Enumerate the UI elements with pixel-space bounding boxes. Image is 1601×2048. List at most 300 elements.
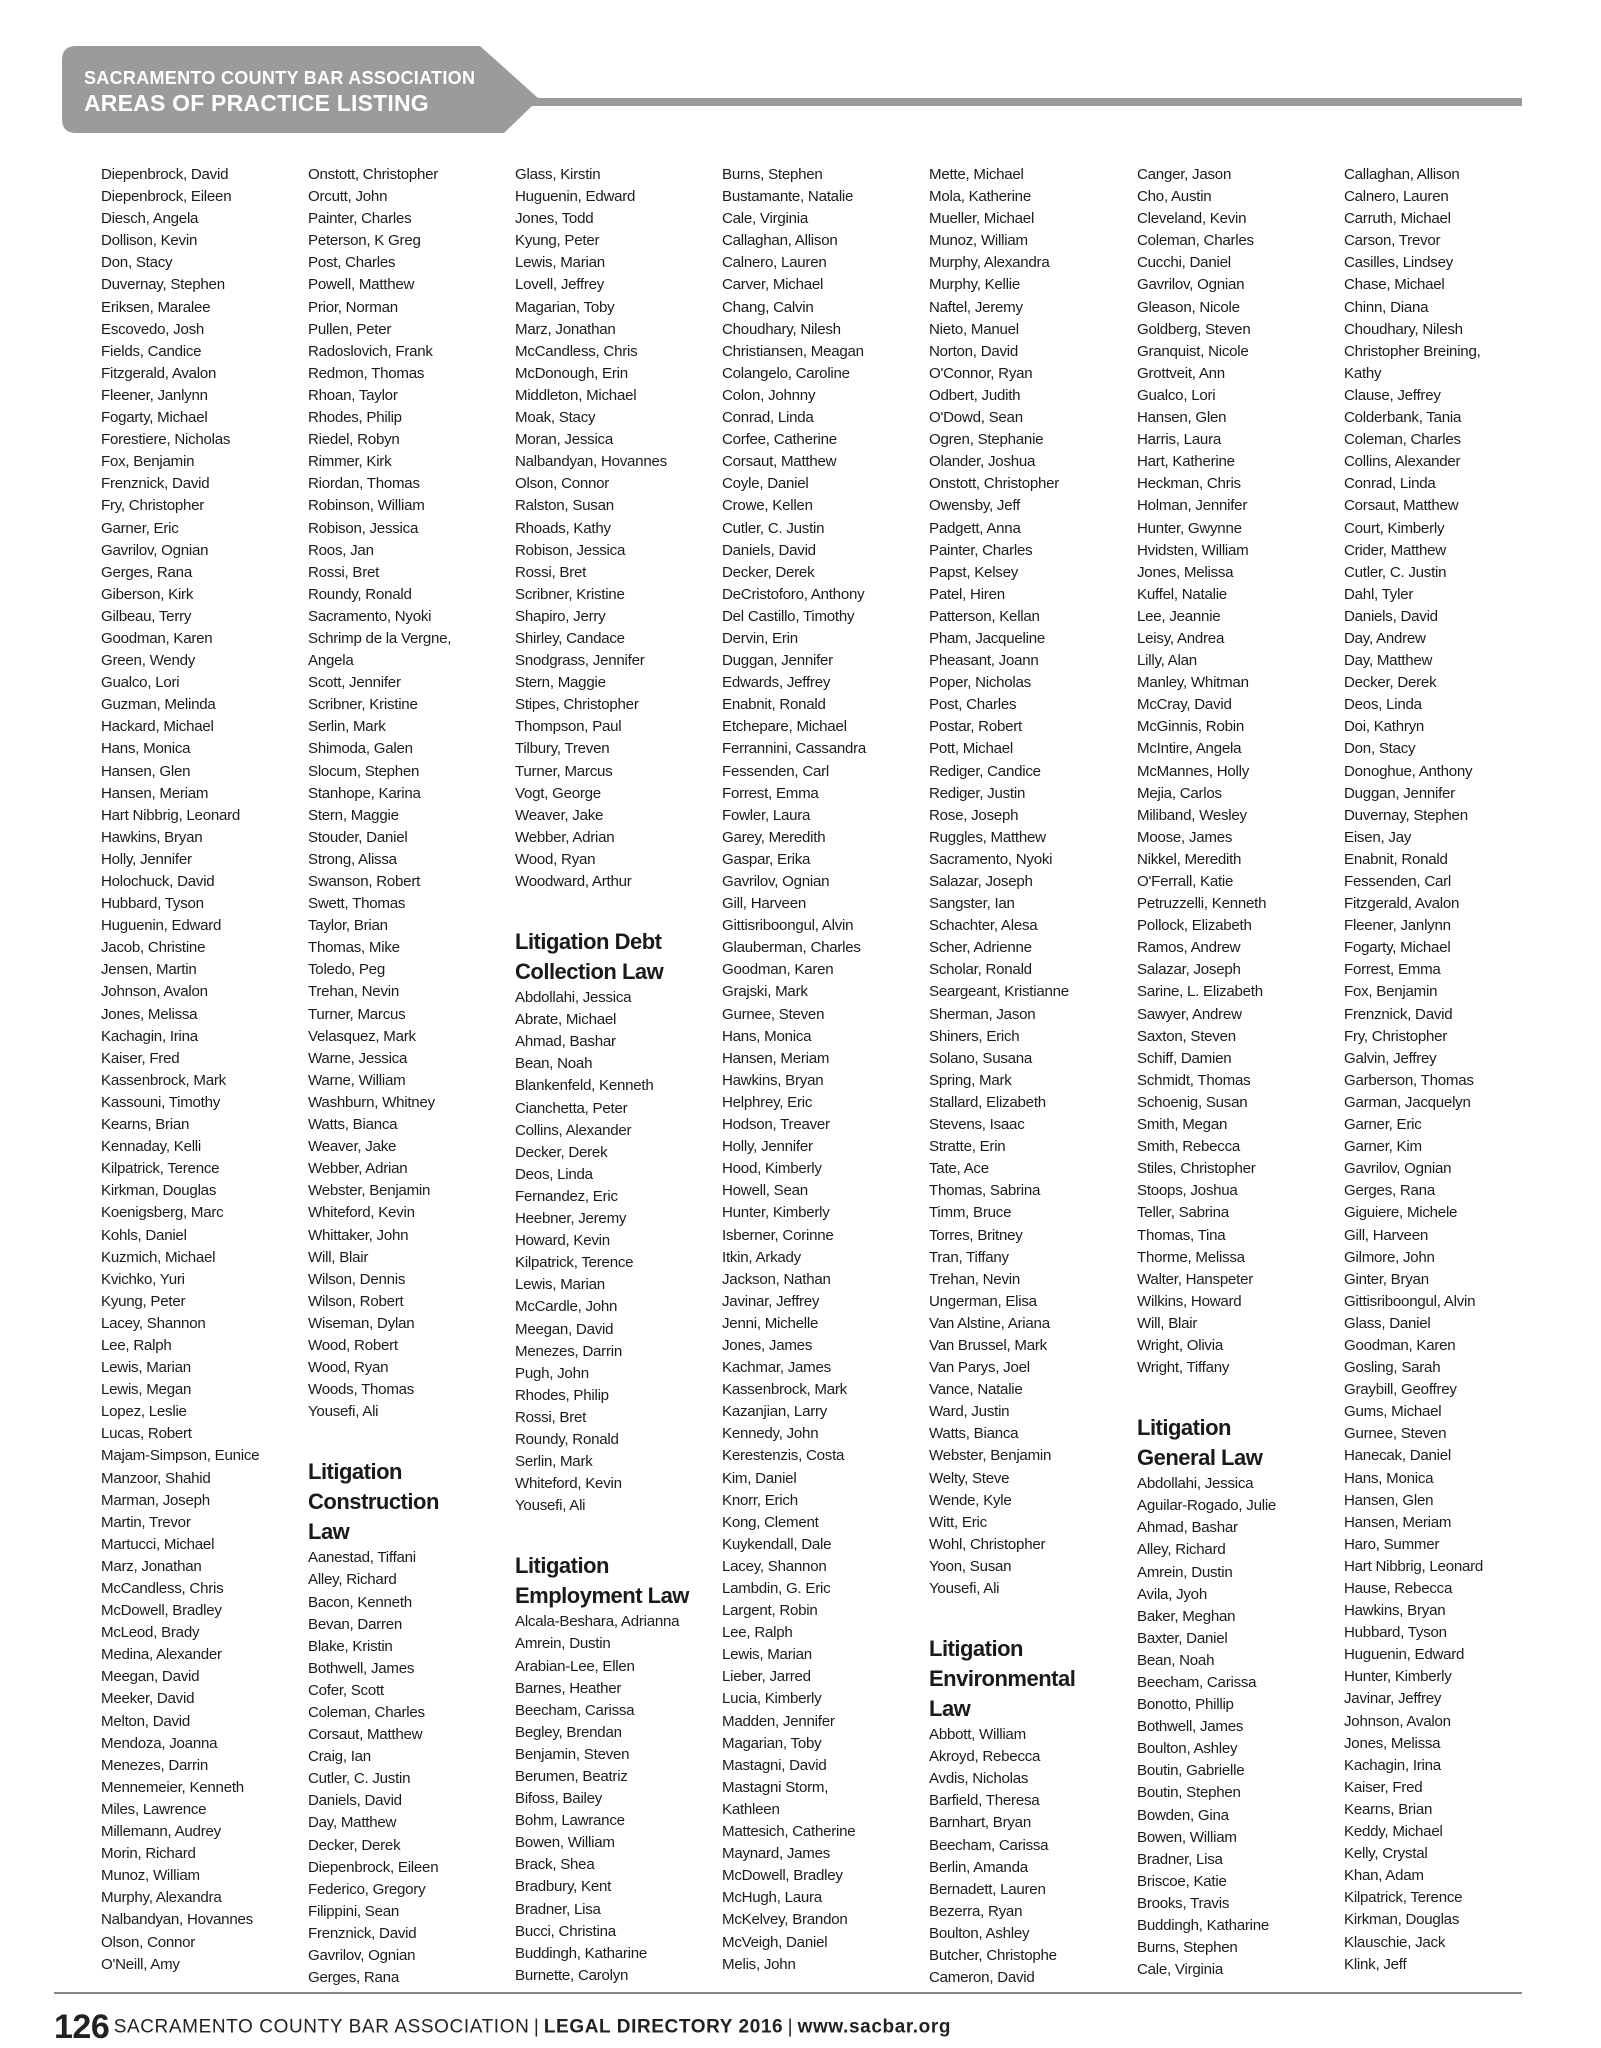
attorney-name: Carver, Michael xyxy=(722,276,824,294)
attorney-name: Scott, Jennifer xyxy=(308,674,401,692)
attorney-name: Ahmad, Bashar xyxy=(1137,1519,1238,1537)
attorney-name: Amrein, Dustin xyxy=(515,1635,611,1653)
attorney-name: Olander, Joshua xyxy=(929,453,1036,471)
attorney-name: Ahmad, Bashar xyxy=(515,1033,616,1051)
practice-area-heading xyxy=(308,1457,508,1547)
attorney-name: Slocum, Stephen xyxy=(308,762,420,780)
attorney-name: Goldberg, Steven xyxy=(1137,320,1251,338)
attorney-name: Tilbury, Treven xyxy=(515,740,610,758)
attorney-name: Melis, John xyxy=(722,1955,796,1973)
attorney-name: Yousefi, Ali xyxy=(308,1403,379,1421)
attorney-name: Fowler, Laura xyxy=(722,806,811,824)
attorney-name: Lewis, Marian xyxy=(515,1276,605,1294)
attorney-name: Itkin, Arkady xyxy=(722,1248,801,1266)
attorney-name: Gavrilov, Ognian xyxy=(1137,276,1245,294)
footer-divider xyxy=(54,1992,1522,1994)
listing-column-3 xyxy=(515,164,715,1987)
attorney-name: Jones, Melissa xyxy=(1344,1734,1441,1752)
attorney-name: Middleton, Michael xyxy=(515,386,637,404)
attorney-name: Giguiere, Michele xyxy=(1344,1204,1458,1222)
attorney-name: Taylor, Brian xyxy=(308,917,388,935)
attorney-name: Marz, Jonathan xyxy=(101,1557,202,1575)
attorney-name: Velasquez, Mark xyxy=(308,1027,416,1045)
attorney-name: Robinson, William xyxy=(308,497,425,515)
attorney-name: Moose, James xyxy=(1137,828,1233,846)
attorney-name: Pham, Jacqueline xyxy=(929,629,1045,647)
attorney-name: Fernandez, Eric xyxy=(515,1187,618,1205)
heading-line: Construction xyxy=(308,1489,439,1515)
attorney-name: O'Neill, Amy xyxy=(101,1955,180,1973)
attorney-name: Tran, Tiffany xyxy=(929,1248,1009,1266)
attorney-name: Enabnit, Ronald xyxy=(1344,850,1448,868)
attorney-name: Fogarty, Michael xyxy=(1344,939,1451,957)
attorney-name: Rossi, Bret xyxy=(308,563,380,581)
attorney-name: Lewis, Marian xyxy=(722,1646,812,1664)
attorney-name: Fessenden, Carl xyxy=(1344,873,1451,890)
attorney-name: O'Dowd, Sean xyxy=(929,409,1023,427)
attorney-name: Kathleen xyxy=(722,1800,780,1818)
attorney-name: Boulton, Ashley xyxy=(1137,1740,1238,1758)
attorney-name: Angela xyxy=(308,652,354,670)
attorney-name: Johnson, Avalon xyxy=(101,983,208,1001)
attorney-name: Hart Nibbrig, Leonard xyxy=(1344,1557,1484,1575)
attorney-name: Lieber, Jarred xyxy=(722,1668,811,1686)
attorney-name: Fox, Benjamin xyxy=(1344,983,1438,1001)
attorney-name: Bevan, Darren xyxy=(308,1615,403,1633)
attorney-name: Schachter, Alesa xyxy=(929,917,1038,935)
heading-line: General Law xyxy=(1137,1445,1263,1471)
attorney-name: Holly, Jennifer xyxy=(722,1138,813,1156)
attorney-name: Martucci, Michael xyxy=(101,1535,215,1553)
attorney-name: Jones, Todd xyxy=(515,210,594,228)
attorney-name: McLeod, Brady xyxy=(101,1624,200,1642)
heading-line: Litigation xyxy=(515,1553,609,1579)
attorney-name: Baxter, Daniel xyxy=(1137,1629,1228,1647)
attorney-name: Gerges, Rana xyxy=(1344,1182,1435,1200)
attorney-name: Corsaut, Matthew xyxy=(1344,497,1459,515)
attorney-name: Day, Andrew xyxy=(1344,629,1426,647)
attorney-name: Manley, Whitman xyxy=(1137,674,1249,692)
attorney-name: Rhoads, Kathy xyxy=(515,519,611,537)
attorney-name: Kohls, Daniel xyxy=(101,1226,187,1244)
attorney-name: Hawkins, Bryan xyxy=(101,828,203,846)
attorney-name: Maynard, James xyxy=(722,1845,831,1863)
attorney-name: Lucia, Kimberly xyxy=(722,1690,822,1708)
attorney-name: Kuzmich, Michael xyxy=(101,1248,216,1266)
attorney-name: Meeker, David xyxy=(101,1690,195,1708)
attorney-name: McDonough, Erin xyxy=(515,364,628,382)
attorney-name: Cutler, C. Justin xyxy=(722,519,825,537)
attorney-name: Washburn, Whitney xyxy=(308,1093,435,1111)
attorney-name: Murphy, Kellie xyxy=(929,276,1021,294)
attorney-name: Sawyer, Andrew xyxy=(1137,1005,1242,1023)
listing-column-4 xyxy=(722,164,922,1976)
attorney-name: Burns, Stephen xyxy=(722,166,823,183)
attorney-name: Patel, Hiren xyxy=(929,585,1005,603)
attorney-name: McGinnis, Robin xyxy=(1137,718,1244,736)
attorney-name: Carson, Trevor xyxy=(1344,232,1441,250)
attorney-name: Blankenfeld, Kenneth xyxy=(515,1077,654,1095)
attorney-name: Vance, Natalie xyxy=(929,1381,1023,1399)
attorney-name: Frenznick, David xyxy=(101,475,210,493)
attorney-name: Trehan, Nevin xyxy=(929,1270,1020,1288)
attorney-name: Woodward, Arthur xyxy=(515,873,632,890)
attorney-name: Avdis, Nicholas xyxy=(929,1770,1029,1788)
attorney-name: Roos, Jan xyxy=(308,541,374,559)
attorney-name: Hansen, Meriam xyxy=(1344,1513,1452,1531)
attorney-name: Helphrey, Eric xyxy=(722,1093,813,1111)
attorney-name: Lee, Ralph xyxy=(722,1624,793,1642)
attorney-name: Goodman, Karen xyxy=(101,629,213,647)
attorney-name: Fry, Christopher xyxy=(1344,1027,1448,1045)
attorney-name: Strong, Alissa xyxy=(308,850,397,868)
attorney-name: Choudhary, Nilesh xyxy=(722,320,841,338)
attorney-name: Kerestenzis, Costa xyxy=(722,1447,845,1465)
attorney-name: Burnette, Carolyn xyxy=(515,1966,629,1984)
attorney-name: Akroyd, Rebecca xyxy=(929,1748,1041,1766)
attorney-name: Morin, Richard xyxy=(101,1845,196,1863)
attorney-name: Padgett, Anna xyxy=(929,519,1021,537)
attorney-name: Stevens, Isaac xyxy=(929,1116,1025,1134)
attorney-name: Alley, Richard xyxy=(1137,1541,1226,1559)
footer-separator: | xyxy=(787,2016,794,2038)
attorney-name: Jenni, Michelle xyxy=(722,1314,819,1332)
attorney-name: Kaiser, Fred xyxy=(101,1049,180,1067)
attorney-name: Huguenin, Edward xyxy=(1344,1646,1465,1664)
attorney-name: Fleener, Janlynn xyxy=(101,386,208,404)
attorney-name: Mola, Katherine xyxy=(929,188,1031,206)
attorney-name: Calnero, Lauren xyxy=(1344,188,1449,206)
attorney-name: Riordan, Thomas xyxy=(308,475,420,493)
attorney-name: Webber, Adrian xyxy=(515,828,615,846)
attorney-name: Stiles, Christopher xyxy=(1137,1160,1256,1178)
attorney-name: Decker, Derek xyxy=(1344,674,1437,692)
attorney-name: Stoops, Joshua xyxy=(1137,1182,1238,1200)
attorney-name: Hunter, Kimberly xyxy=(1344,1668,1452,1686)
attorney-name: Odbert, Judith xyxy=(929,386,1021,404)
attorney-name: Thomas, Tina xyxy=(1137,1226,1226,1244)
attorney-name: Onstott, Christopher xyxy=(308,166,439,183)
attorney-name: Robison, Jessica xyxy=(308,519,419,537)
attorney-name: Klauschie, Jack xyxy=(1344,1933,1446,1951)
attorney-name: Wright, Olivia xyxy=(1137,1336,1223,1354)
attorney-name: Rossi, Bret xyxy=(515,563,587,581)
attorney-name: Kathy xyxy=(1344,364,1382,382)
attorney-name: Butcher, Christophe xyxy=(929,1947,1057,1965)
attorney-name: Gums, Michael xyxy=(1344,1403,1442,1421)
attorney-name: Largent, Robin xyxy=(722,1602,818,1620)
attorney-name: Saxton, Steven xyxy=(1137,1027,1236,1045)
attorney-name: McCray, David xyxy=(1137,696,1232,714)
attorney-name: Chang, Calvin xyxy=(722,298,814,316)
attorney-name: Norton, David xyxy=(929,342,1019,360)
attorney-name: Moran, Jessica xyxy=(515,431,613,449)
attorney-name: Cleveland, Kevin xyxy=(1137,210,1247,228)
attorney-name: Cale, Virginia xyxy=(722,210,808,228)
attorney-name: Trehan, Nevin xyxy=(308,983,399,1001)
attorney-name: Gavrilov, Ognian xyxy=(722,873,830,890)
attorney-name: McDowell, Bradley xyxy=(722,1867,843,1885)
attorney-name: Wood, Ryan xyxy=(308,1359,389,1377)
listing-column-7 xyxy=(1344,164,1544,1976)
practice-area-heading xyxy=(1137,1413,1337,1473)
attorney-name: Diepenbrock, David xyxy=(101,166,229,183)
attorney-name: Hans, Monica xyxy=(101,740,191,758)
attorney-name: Beecham, Carissa xyxy=(515,1701,635,1719)
page-number: 126 xyxy=(54,2008,110,2046)
attorney-name: Gavrilov, Ognian xyxy=(101,541,209,559)
attorney-name: Daniels, David xyxy=(722,541,816,559)
attorney-name: Sherman, Jason xyxy=(929,1005,1036,1023)
attorney-name: Marman, Joseph xyxy=(101,1491,210,1509)
attorney-name: Cameron, David xyxy=(929,1969,1035,1987)
attorney-name: Federico, Gregory xyxy=(308,1880,426,1898)
attorney-name: Bustamante, Natalie xyxy=(722,188,854,206)
attorney-name: Howell, Sean xyxy=(722,1182,808,1200)
attorney-name: Abbott, William xyxy=(929,1726,1026,1744)
attorney-name: Kilpatrick, Terence xyxy=(1344,1889,1463,1907)
attorney-name: Hvidsten, William xyxy=(1137,541,1249,559)
attorney-name: Berumen, Beatriz xyxy=(515,1768,628,1785)
attorney-name: Sangster, Ian xyxy=(929,895,1015,913)
attorney-name: Magarian, Toby xyxy=(515,298,615,316)
attorney-name: Magarian, Toby xyxy=(722,1734,822,1752)
attorney-name: Daniels, David xyxy=(308,1792,402,1810)
attorney-name: Wilson, Dennis xyxy=(308,1270,406,1288)
attorney-name: Dervin, Erin xyxy=(722,629,798,647)
attorney-name: Fitzgerald, Avalon xyxy=(1344,895,1460,913)
attorney-name: Rimmer, Kirk xyxy=(308,453,392,471)
attorney-name: Hubbard, Tyson xyxy=(101,895,204,913)
attorney-name: Schoenig, Susan xyxy=(1137,1093,1248,1111)
attorney-name: Aguilar-Rogado, Julie xyxy=(1137,1497,1277,1515)
attorney-name: Doi, Kathryn xyxy=(1344,718,1425,736)
attorney-name: Cho, Austin xyxy=(1137,188,1212,206)
attorney-name: Rossi, Bret xyxy=(515,1408,587,1426)
attorney-name: Schmidt, Thomas xyxy=(1137,1071,1251,1089)
attorney-name: Holochuck, David xyxy=(101,873,215,890)
attorney-name: Knorr, Erich xyxy=(722,1491,798,1509)
attorney-name: Olson, Connor xyxy=(515,475,610,493)
attorney-name: Kennaday, Kelli xyxy=(101,1138,202,1156)
attorney-name: Buddingh, Katharine xyxy=(515,1944,648,1962)
attorney-name: Kelly, Crystal xyxy=(1344,1845,1428,1863)
attorney-name: McCandless, Chris xyxy=(101,1580,224,1597)
attorney-name: Madden, Jennifer xyxy=(722,1712,835,1730)
attorney-name: McCandless, Chris xyxy=(515,342,638,360)
attorney-name: Frenznick, David xyxy=(1344,1005,1453,1023)
attorney-name: Kearns, Brian xyxy=(1344,1800,1433,1818)
attorney-name: Day, Matthew xyxy=(308,1814,397,1832)
attorney-name: Green, Wendy xyxy=(101,652,196,670)
attorney-name: Ward, Justin xyxy=(929,1403,1010,1421)
attorney-name: Schiff, Damien xyxy=(1137,1049,1232,1067)
attorney-name: Shiners, Erich xyxy=(929,1027,1020,1045)
attorney-name: Post, Charles xyxy=(929,696,1017,714)
attorney-name: Hans, Monica xyxy=(1344,1469,1434,1487)
attorney-name: Lopez, Leslie xyxy=(101,1403,187,1421)
attorney-name: Hawkins, Bryan xyxy=(1344,1602,1446,1620)
attorney-name: Fry, Christopher xyxy=(101,497,205,515)
attorney-name: Jones, Melissa xyxy=(1137,563,1234,581)
attorney-name: Bradner, Lisa xyxy=(515,1900,601,1918)
attorney-name: Huguenin, Edward xyxy=(101,917,222,935)
attorney-name: Lee, Ralph xyxy=(101,1336,172,1354)
attorney-name: Vogt, George xyxy=(515,784,601,802)
attorney-name: Canger, Jason xyxy=(1137,166,1232,183)
attorney-name: Shirley, Candace xyxy=(515,629,625,647)
attorney-name: Woods, Thomas xyxy=(308,1381,415,1399)
attorney-name: Watts, Bianca xyxy=(929,1425,1019,1443)
attorney-name: Postar, Robert xyxy=(929,718,1022,736)
attorney-name: Grajski, Mark xyxy=(722,983,808,1001)
attorney-name: Chase, Michael xyxy=(1344,276,1445,294)
attorney-name: Teller, Sabrina xyxy=(1137,1204,1229,1222)
attorney-name: Don, Stacy xyxy=(1344,740,1416,758)
attorney-name: Wende, Kyle xyxy=(929,1491,1012,1509)
attorney-name: Huguenin, Edward xyxy=(515,188,636,206)
attorney-name: Rhoan, Taylor xyxy=(308,386,398,404)
attorney-name: Coleman, Charles xyxy=(308,1704,425,1721)
attorney-name: Arabian-Lee, Ellen xyxy=(515,1657,635,1675)
attorney-name: Barnhart, Bryan xyxy=(929,1814,1031,1832)
attorney-name: Will, Blair xyxy=(308,1248,369,1266)
attorney-name: Don, Stacy xyxy=(101,254,173,272)
attorney-name: Lee, Jeannie xyxy=(1137,607,1221,625)
attorney-name: Glass, Kirstin xyxy=(515,166,601,183)
attorney-name: Johnson, Avalon xyxy=(1344,1712,1451,1730)
attorney-name: Wilkins, Howard xyxy=(1137,1292,1242,1310)
listing-column-1 xyxy=(101,164,301,1976)
attorney-name: Bean, Noah xyxy=(515,1055,593,1073)
attorney-name: Etchepare, Michael xyxy=(722,718,847,736)
attorney-name: Donoghue, Anthony xyxy=(1344,762,1473,780)
attorney-name: Colon, Johnny xyxy=(722,386,816,404)
attorney-name: Kilpatrick, Terence xyxy=(101,1160,220,1178)
attorney-name: Cutler, C. Justin xyxy=(308,1770,411,1788)
attorney-name: Marz, Jonathan xyxy=(515,320,616,338)
attorney-name: Shapiro, Jerry xyxy=(515,607,606,625)
page-footer xyxy=(54,2008,951,2047)
attorney-name: Poper, Nicholas xyxy=(929,674,1031,692)
attorney-name: Lacey, Shannon xyxy=(101,1314,206,1332)
attorney-name: Dahl, Tyler xyxy=(1344,585,1414,603)
heading-line: Litigation xyxy=(1137,1415,1231,1441)
attorney-name: Hunter, Kimberly xyxy=(722,1204,830,1222)
attorney-name: Wood, Ryan xyxy=(515,850,596,868)
attorney-name: Court, Kimberly xyxy=(1344,519,1445,537)
attorney-name: Riedel, Robyn xyxy=(308,431,400,449)
attorney-name: Hart Nibbrig, Leonard xyxy=(101,806,241,824)
attorney-name: Bohm, Lawrance xyxy=(515,1812,625,1830)
attorney-name: Casilles, Lindsey xyxy=(1344,254,1454,272)
attorney-name: Post, Charles xyxy=(308,254,396,272)
attorney-name: Pullen, Peter xyxy=(308,320,392,338)
attorney-name: Medina, Alexander xyxy=(101,1646,222,1664)
attorney-name: Robison, Jessica xyxy=(515,541,626,559)
attorney-name: Boulton, Ashley xyxy=(929,1924,1030,1942)
attorney-name: Ferrannini, Cassandra xyxy=(722,740,867,758)
attorney-name: Gittisriboongul, Alvin xyxy=(722,917,854,935)
footer-url[interactable]: www.sacbar.org xyxy=(797,2016,952,2038)
attorney-name: Bowden, Gina xyxy=(1137,1806,1229,1824)
attorney-name: Thomas, Mike xyxy=(308,939,400,957)
attorney-name: Granquist, Nicole xyxy=(1137,342,1249,360)
attorney-name: Jones, James xyxy=(722,1336,813,1354)
heading-line: Employment Law xyxy=(515,1583,689,1609)
attorney-name: Whiteford, Kevin xyxy=(308,1204,415,1222)
attorney-name: Escovedo, Josh xyxy=(101,320,205,338)
attorney-name: Wright, Tiffany xyxy=(1137,1359,1230,1377)
attorney-name: Gleason, Nicole xyxy=(1137,298,1240,316)
attorney-name: Abdollahi, Jessica xyxy=(515,989,632,1007)
attorney-name: Christopher Breining, xyxy=(1344,342,1481,360)
banner-subtitle: AREAS OF PRACTICE LISTING xyxy=(84,90,429,116)
attorney-name: Clause, Jeffrey xyxy=(1344,386,1441,404)
attorney-name: Kaiser, Fred xyxy=(1344,1778,1423,1796)
attorney-name: Webster, Benjamin xyxy=(929,1447,1052,1465)
attorney-name: Mette, Michael xyxy=(929,166,1024,183)
attorney-name: Serlin, Mark xyxy=(515,1453,593,1471)
attorney-name: Boutin, Gabrielle xyxy=(1137,1762,1245,1780)
attorney-name: Pugh, John xyxy=(515,1364,589,1382)
attorney-name: Miles, Lawrence xyxy=(101,1800,207,1818)
attorney-name: Javinar, Jeffrey xyxy=(1344,1690,1442,1708)
attorney-name: Warne, William xyxy=(308,1071,406,1089)
attorney-name: Schrimp de la Vergne, xyxy=(308,629,452,647)
attorney-name: Swett, Thomas xyxy=(308,895,406,913)
attorney-name: Duvernay, Stephen xyxy=(1344,806,1468,824)
practice-area-heading xyxy=(515,1551,715,1611)
attorney-name: Nalbandyan, Hovannes xyxy=(515,453,667,471)
attorney-name: Beecham, Carissa xyxy=(929,1836,1049,1854)
attorney-name: Pott, Michael xyxy=(929,740,1013,758)
attorney-name: Bradbury, Kent xyxy=(515,1878,612,1896)
attorney-name: Bean, Noah xyxy=(1137,1651,1215,1669)
attorney-name: Colderbank, Tania xyxy=(1344,409,1462,427)
attorney-name: Majam-Simpson, Eunice xyxy=(101,1447,260,1465)
attorney-name: Boutin, Stephen xyxy=(1137,1784,1241,1802)
attorney-name: DeCristoforo, Anthony xyxy=(722,585,865,603)
attorney-name: Painter, Charles xyxy=(929,541,1033,559)
attorney-name: Gualco, Lori xyxy=(1137,386,1216,404)
attorney-name: Jones, Melissa xyxy=(101,1005,198,1023)
attorney-name: Hood, Kimberly xyxy=(722,1160,822,1178)
attorney-name: Coyle, Daniel xyxy=(722,475,809,493)
attorney-name: Timm, Bruce xyxy=(929,1204,1012,1222)
footer-publication: LEGAL DIRECTORY 2016 xyxy=(543,2016,784,2038)
attorney-name: Forestiere, Nicholas xyxy=(101,431,231,449)
attorney-name: Coleman, Charles xyxy=(1344,431,1461,449)
attorney-name: Murphy, Alexandra xyxy=(929,254,1050,272)
attorney-name: McVeigh, Daniel xyxy=(722,1933,828,1951)
attorney-name: Miliband, Wesley xyxy=(1137,806,1247,824)
attorney-name: Salazar, Joseph xyxy=(929,873,1033,890)
attorney-name: Thomas, Sabrina xyxy=(929,1182,1041,1200)
attorney-name: Edwards, Jeffrey xyxy=(722,674,831,692)
attorney-name: Avila, Jyoh xyxy=(1137,1585,1207,1603)
attorney-name: Kassenbrock, Mark xyxy=(101,1071,226,1089)
attorney-name: Kirkman, Douglas xyxy=(101,1182,217,1200)
attorney-name: Moak, Stacy xyxy=(515,409,596,427)
attorney-name: Heckman, Chris xyxy=(1137,475,1241,493)
attorney-name: Lilly, Alan xyxy=(1137,652,1197,670)
attorney-name: Eisen, Jay xyxy=(1344,828,1412,846)
attorney-name: Kvichko, Yuri xyxy=(101,1270,185,1288)
attorney-name: Cofer, Scott xyxy=(308,1681,384,1699)
attorney-name: Abdollahi, Jessica xyxy=(1137,1475,1254,1493)
attorney-name: Alcala-Beshara, Adrianna xyxy=(515,1613,680,1631)
